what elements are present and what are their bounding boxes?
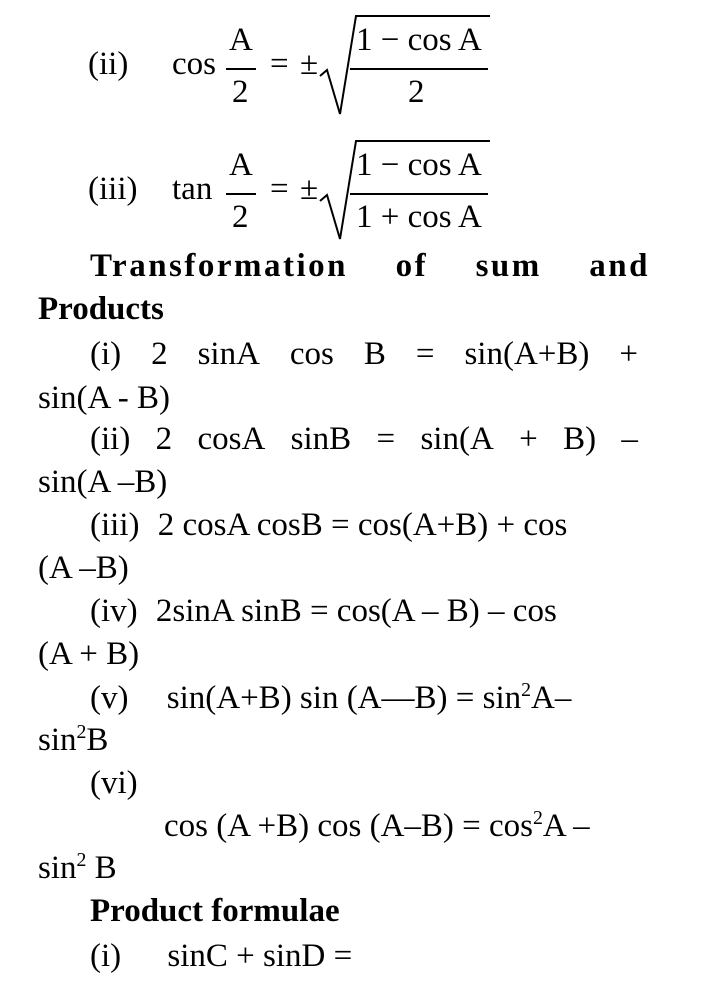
- item-label: (ii): [90, 421, 131, 457]
- item-part: sin(A+B): [464, 336, 590, 372]
- fraction-numerator: A: [229, 147, 253, 183]
- item-part: B: [363, 336, 386, 372]
- item-part: sinB: [290, 421, 352, 457]
- radicand-fraction-bar: [350, 193, 488, 195]
- item-text: sin(A+B) sin (A—B) = $\sin^2A-$: [166, 679, 572, 716]
- item-label: (iv): [90, 593, 138, 629]
- list-item-continuation: sin(A –B): [38, 464, 168, 500]
- radicand-numerator: 1 − cos A: [356, 22, 482, 58]
- item-part: +: [519, 421, 538, 457]
- fraction-denominator: 2: [232, 74, 249, 110]
- list-item: [90, 593, 557, 629]
- item-label: (vi): [90, 765, 138, 801]
- item-text: cos (A +B) $\cos (A-B) = \cos^2A$ –: [164, 807, 590, 844]
- item-text: 2sinA sinB = cos(A – B) – cos: [155, 593, 557, 629]
- item-part: cosA: [197, 421, 266, 457]
- item-part: sin(A: [420, 421, 494, 457]
- list-item-continuation: $\sin^2 B$: [38, 849, 117, 886]
- function-name: cos: [172, 46, 216, 82]
- item-part: +: [619, 336, 638, 372]
- heading-word: Transformation: [90, 248, 349, 284]
- item-part: sinA: [197, 336, 260, 372]
- section-heading-transformation: [90, 248, 650, 284]
- fraction-bar: [226, 68, 256, 70]
- heading-word: of: [395, 248, 429, 284]
- item-label: (v): [90, 680, 129, 716]
- fraction-numerator: A: [229, 22, 253, 58]
- list-item: [90, 336, 638, 372]
- item-part: =: [376, 421, 396, 457]
- item-part: 2: [151, 336, 168, 372]
- item-label: (iii): [90, 507, 140, 543]
- radicand-denominator: 2: [408, 74, 425, 110]
- plus-minus-sign: ±: [300, 46, 319, 82]
- item-part: B): [563, 421, 597, 457]
- list-item: [90, 680, 571, 716]
- section-heading-continuation: Products: [38, 291, 164, 327]
- plus-minus-sign: ±: [300, 171, 319, 207]
- heading-word: sum: [475, 248, 542, 284]
- item-label: (i): [90, 336, 122, 372]
- list-item-continuation: (A + B): [38, 636, 140, 672]
- radicand-numerator: 1 − cos A: [356, 147, 482, 183]
- list-item: [90, 421, 638, 457]
- radicand-denominator: 1 + cos A: [356, 199, 482, 235]
- item-part: =: [415, 336, 435, 372]
- list-item: [90, 938, 352, 974]
- item-label: (i): [90, 938, 122, 974]
- formula-label: (iii): [88, 171, 138, 207]
- item-part: 2: [155, 421, 173, 457]
- item-text: 2 cosA cosB = cos(A+B) + cos: [157, 507, 568, 543]
- function-name: tan: [172, 171, 213, 207]
- formula-tan-half-angle: [0, 135, 727, 245]
- formula-label: (ii): [88, 46, 129, 82]
- list-item-continuation: (A –B): [38, 550, 129, 586]
- list-item-continuation: $\sin^2B$: [38, 721, 109, 758]
- item-text: sinC + sinD =: [167, 938, 353, 974]
- fraction-denominator: 2: [232, 199, 249, 235]
- list-item-continuation: sin(A - B): [38, 380, 170, 416]
- heading-word: and: [589, 248, 650, 284]
- fraction-bar: [226, 193, 256, 195]
- formula-cos-half-angle: [0, 10, 727, 120]
- equals-sign: =: [270, 46, 289, 82]
- equals-sign: =: [270, 171, 289, 207]
- radicand-fraction-bar: [350, 68, 488, 70]
- list-item: [90, 507, 567, 543]
- item-part: –: [621, 421, 638, 457]
- section-heading-product-formulae: Product formulae: [90, 893, 340, 929]
- item-part: cos: [289, 336, 334, 372]
